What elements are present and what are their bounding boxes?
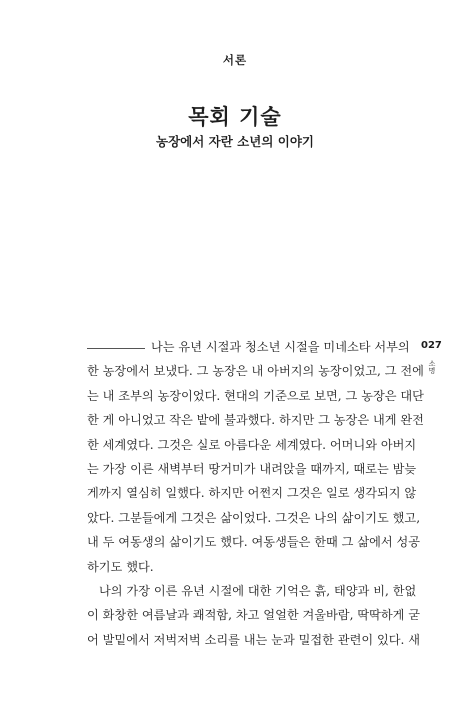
text-line: 나는 유년 시절과 청소년 시절을 미네소타 서부의 <box>87 335 405 359</box>
opening-rule <box>87 348 145 349</box>
body-text <box>87 335 424 652</box>
section-label: 서론 <box>222 53 248 67</box>
page-number: 027 <box>421 340 442 351</box>
text-line: 한 세계였다. 그것은 실로 아름다운 세계였다. 어머니와 아버지 <box>87 437 417 452</box>
text-line: 내 두 여동생의 삶이기도 했다. 여동생들은 한때 그 삶에서 성공 <box>87 535 421 550</box>
chapter-title: 목회 기술 <box>188 105 282 129</box>
text-line: 어 발밑에서 저벅저벅 소리를 내는 눈과 밀접한 관련이 있다. 새 <box>87 632 421 647</box>
text-line: 는 내 조부의 농장이었다. 현대의 기준으로 보면, 그 농장은 대단 <box>87 388 424 403</box>
text-line: 이 화창한 여름날과 쾌적함, 차고 얼얼한 겨울바람, 딱딱하게 굳 <box>87 608 421 623</box>
text-line: 한 게 아니었고 작은 밭에 불과했다. 하지만 그 농장은 내게 완전 <box>87 413 424 428</box>
text-line: 나의 가장 이른 유년 시절에 대한 기억은 흙, 태양과 비, 한없 <box>99 583 417 598</box>
text-line: 하기도 했다. <box>87 559 154 574</box>
running-head: 소명 <box>428 360 436 374</box>
text-line: 한 농장에서 보냈다. 그 농장은 내 아버지의 농장이었고, 그 전에 <box>87 364 424 379</box>
text-line: 는 가장 이른 새벽부터 땅거미가 내려앉을 때까지, 때로는 밤늦 <box>87 461 417 476</box>
chapter-subtitle: 농장에서 자란 소년의 이야기 <box>156 134 314 149</box>
text-line: 게까지 열심히 일했다. 하지만 어쩐지 그것은 일로 생각되지 않 <box>87 486 417 501</box>
text-line: 았다. 그분들에게 그것은 삶이었다. 그것은 나의 삶이기도 했고, <box>87 510 421 525</box>
